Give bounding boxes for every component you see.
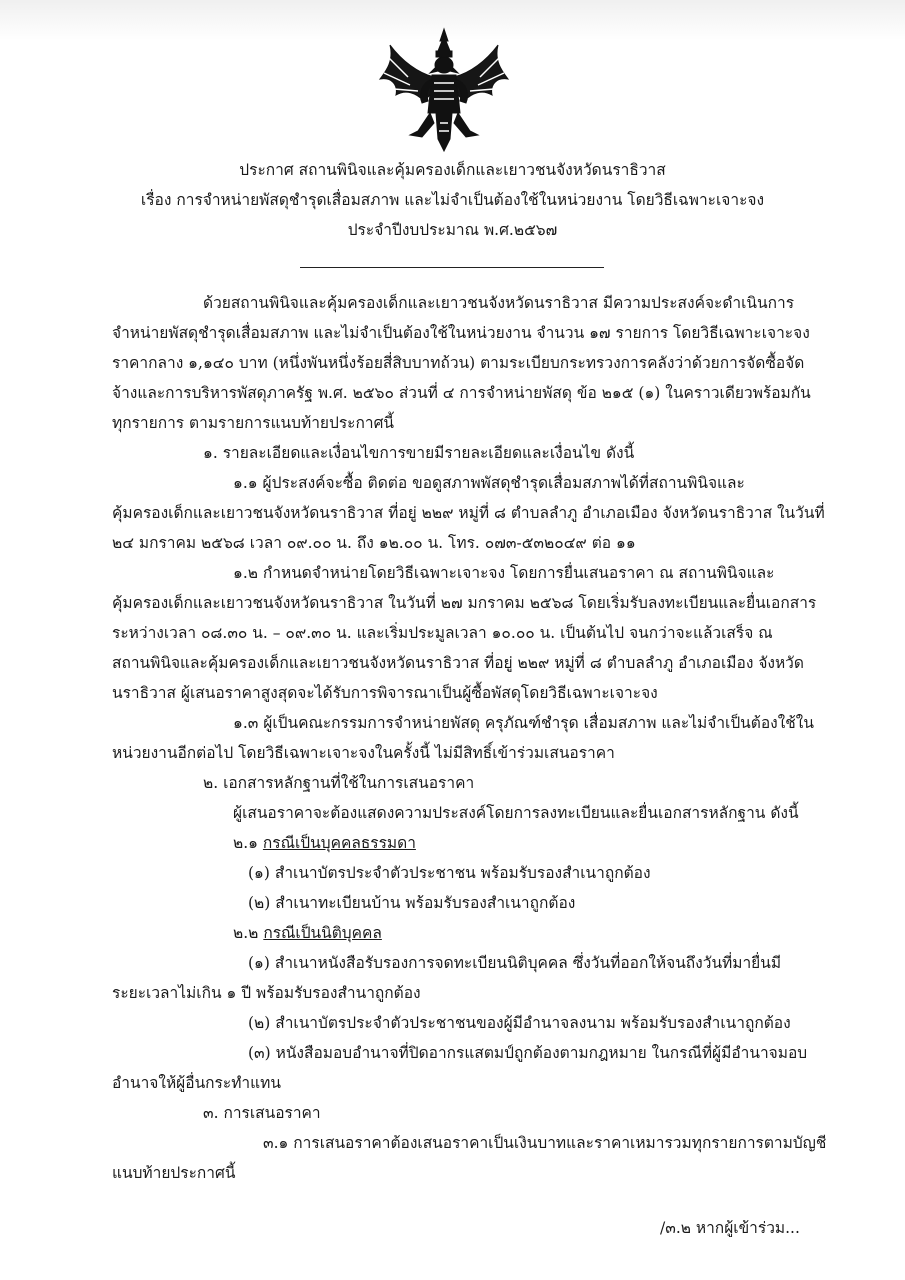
- document-item: (๒) สำเนาทะเบียนบ้าน พร้อมรับรองสำเนาถูกต้อง: [248, 894, 576, 912]
- case-natural-person-heading: [233, 833, 416, 853]
- intro-line: จ้างและการบริหารพัสดุภาครัฐ พ.ศ. ๒๕๖๐ ส่วนที่ ๔ การจำหน่ายพัสดุ ข้อ ๒๑๕ (๑) ในคราวเดียวพร้อมกัน: [112, 384, 811, 402]
- item-1-2-line: สถานพินิจและคุ้มครองเด็กและเยาวชนจังหวัดนราธิวาส ที่อยู่ ๒๒๙ หมู่ที่ ๘ ตำบลลำภู อำเภอเมือง จังหวัด: [112, 654, 804, 672]
- garuda-emblem-icon: [378, 27, 510, 155]
- document-item: อำนาจให้ผู้อื่นกระทำแทน: [112, 1074, 281, 1092]
- announcement-title: ประกาศ สถานพินิจและคุ้มครองเด็กและเยาวชนจังหวัดนราธิวาส: [239, 161, 666, 179]
- item-1-3-line: หน่วยงานอีกต่อไป โดยวิธีเฉพาะเจาะจงในครั้งนี้ ไม่มีสิทธิ์เข้าร่วมเสนอราคา: [112, 744, 615, 762]
- item-3-1-line: ๓.๑ การเสนอราคาต้องเสนอราคาเป็นเงินบาทและราคาเหมารวมทุกรายการตามบัญชี: [263, 1134, 827, 1152]
- section-2-heading: ๒. เอกสารหลักฐานที่ใช้ในการเสนอราคา: [203, 774, 475, 792]
- item-1-1-line: ๑.๑ ผู้ประสงค์จะซื้อ ติดต่อ ขอดูสภาพพัสดุชำรุดเสื่อมสภาพได้ที่สถานพินิจและ: [233, 474, 745, 492]
- title-divider: [300, 267, 604, 268]
- case-title: กรณีเป็นบุคคลธรรมดา: [262, 834, 416, 852]
- document-item: (๑) สำเนาบัตรประจำตัวประชาชน พร้อมรับรองสำเนาถูกต้อง: [248, 864, 651, 882]
- item-1-2-line: ๑.๒ กำหนดจำหน่ายโดยวิธีเฉพาะเจาะจง โดยการยื่นเสนอราคา ณ สถานพินิจและ: [233, 564, 775, 582]
- case-juristic-person-heading: [233, 923, 382, 943]
- document-item: (๓) หนังสือมอบอำนาจที่ปิดอากรแสตมป์ถูกต้องตามกฎหมาย ในกรณีที่ผู้มีอำนาจมอบ: [248, 1044, 808, 1062]
- item-1-2-line: ระหว่างเวลา ๐๘.๓๐ น. – ๐๙.๓๐ น. และเริ่มประมูลเวลา ๑๐.๐๐ น. เป็นต้นไป จนกว่าจะแล้วเสร็จ ณ: [112, 624, 773, 642]
- intro-line: จำหน่ายพัสดุชำรุดเสื่อมสภาพ และไม่จำเป็นต้องใช้ในหน่วยงาน จำนวน ๑๗ รายการ โดยวิธีเฉพาะเจาะจง: [112, 324, 810, 342]
- item-1-2-line: คุ้มครองเด็กและเยาวชนจังหวัดนราธิวาส ในวันที่ ๒๗ มกราคม ๒๕๖๘ โดยเริ่มรับลงทะเบียนและยื่นเอกสาร: [112, 594, 817, 612]
- section-3-heading: ๓. การเสนอราคา: [203, 1104, 321, 1122]
- section-2-intro: ผู้เสนอราคาจะต้องแสดงความประสงค์โดยการลงทะเบียนและยื่นเอกสารหลักฐาน ดังนี้: [233, 804, 799, 822]
- intro-line: ราคากลาง ๑,๑๔๐ บาท (หนึ่งพันหนึ่งร้อยสี่สิบบาทถ้วน) ตามระเบียบกระทรวงการคลังว่าด้วยการจัดซื้อจัด: [112, 354, 805, 372]
- intro-line: ด้วยสถานพินิจและคุ้มครองเด็กและเยาวชนจังหวัดนราธิวาส มีความประสงค์จะดำเนินการ: [203, 294, 795, 312]
- document-item: (๒) สำเนาบัตรประจำตัวประชาชนของผู้มีอำนาจลงนาม พร้อมรับรองสำเนาถูกต้อง: [248, 1014, 791, 1032]
- item-3-1-line: แนบท้ายประกาศนี้: [112, 1164, 236, 1182]
- intro-line: ทุกรายการ ตามรายการแนบท้ายประกาศนี้: [112, 414, 395, 432]
- document-item: (๑) สำเนาหนังสือรับรองการจดทะเบียนนิติบุคคล ซึ่งวันที่ออกให้จนถึงวันที่มายื่นมี: [248, 954, 782, 972]
- document-item: ระยะเวลาไม่เกิน ๑ ปี พร้อมรับรองสำนาถูกต้อง: [112, 984, 421, 1002]
- case-title: กรณีเป็นนิติบุคคล: [263, 924, 382, 942]
- section-1-heading: ๑. รายละเอียดและเงื่อนไขการขายมีรายละเอียดและเงื่อนไข ดังนี้: [203, 444, 635, 462]
- announcement-subject: เรื่อง การจำหน่ายพัสดุชำรุดเสื่อมสภาพ และไม่จำเป็นต้องใช้ในหน่วยงาน โดยวิธีเฉพาะเจาะจง: [140, 191, 765, 209]
- item-1-1-line: ๒๔ มกราคม ๒๕๖๘ เวลา ๐๙.๐๐ น. ถึง ๑๒.๐๐ น. โทร. ๐๗๓-๕๓๒๐๔๙ ต่อ ๑๑: [112, 534, 636, 552]
- case-number: ๒.๑: [233, 834, 258, 852]
- continuation-marker: /๓.๒ หากผู้เข้าร่วม...: [660, 1219, 800, 1237]
- item-1-3-line: ๑.๓ ผู้เป็นคณะกรรมการจำหน่ายพัสดุ ครุภัณฑ์ชำรุด เสื่อมสภาพ และไม่จำเป็นต้องใช้ใน: [233, 714, 814, 732]
- item-1-1-line: คุ้มครองเด็กและเยาวชนจังหวัดนราธิวาส ที่อยู่ ๒๒๙ หมู่ที่ ๘ ตำบลลำภู อำเภอเมือง จังหวัดนราธิวาส ในวันที่: [112, 504, 825, 522]
- case-number: ๒.๒: [233, 924, 259, 942]
- item-1-2-line: นราธิวาส ผู้เสนอราคาสูงสุดจะได้รับการพิจารณาเป็นผู้ซื้อพัสดุโดยวิธีเฉพาะเจาะจง: [112, 684, 658, 702]
- fiscal-year: ประจำปีงบประมาณ พ.ศ.๒๕๖๗: [347, 221, 558, 239]
